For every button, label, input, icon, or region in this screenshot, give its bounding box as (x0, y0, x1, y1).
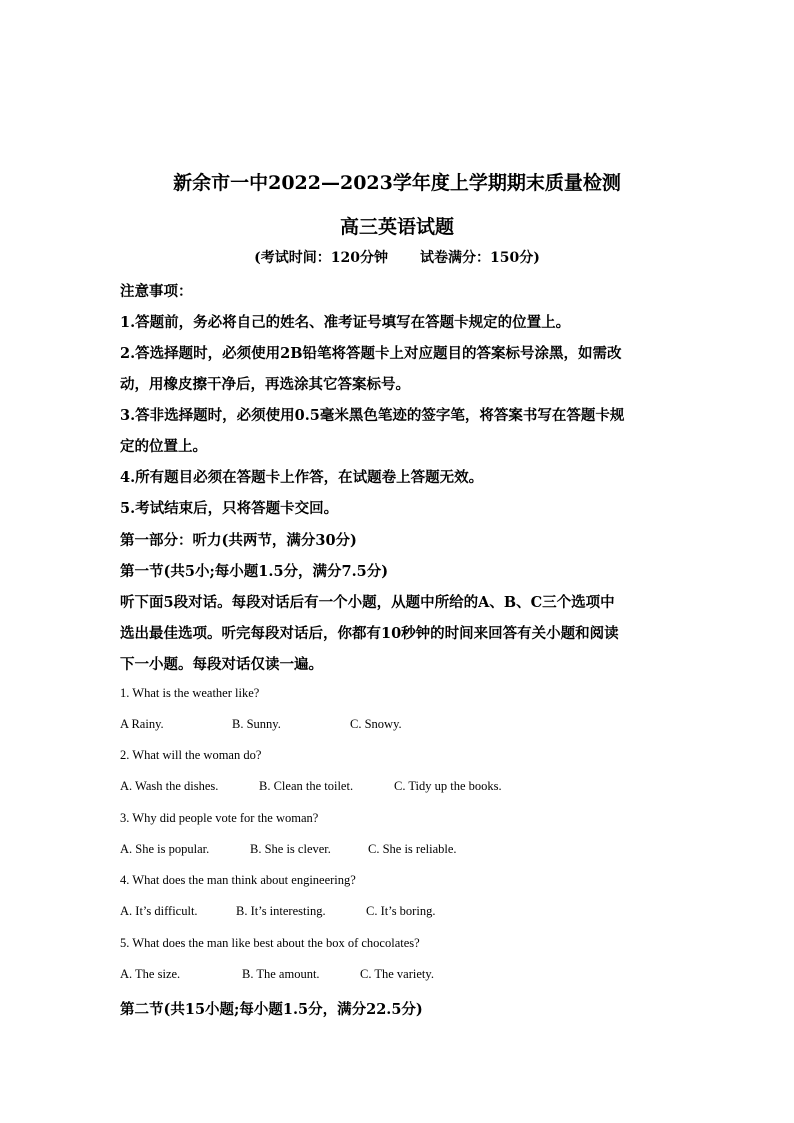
question-4-options (120, 904, 680, 919)
option-c: C. The variety. (360, 967, 434, 981)
instruction-line: 听下面5段对话。每段对话后有一个小题，从题中所给的A、B、C三个选项中 (120, 594, 615, 611)
option-c: C. Tidy up the books. (394, 779, 502, 793)
option-b: B. Sunny. (232, 717, 281, 731)
exam-time: (考试时间：120分钟 (254, 250, 388, 266)
question-5-options (120, 967, 680, 982)
instruction-line: 选出最佳选项。听完每段对话后，你都有10秒钟的时间来回答有关小题和阅读 (120, 625, 619, 642)
question-4: 4. What does the man think about engineering? (120, 873, 356, 887)
option-a: A. Wash the dishes. (120, 779, 219, 793)
section1-heading: 第一节(共5小;每小题1.5分，满分7.5分) (120, 563, 389, 580)
option-b: B. The amount. (242, 967, 320, 981)
option-a: A. The size. (120, 967, 181, 981)
notice-line: 2.答选择题时，必须使用2B铅笔将答题卡上对应题目的答案标号涂黑，如需改 (120, 345, 622, 362)
option-a: A. It’s difficult. (120, 904, 198, 918)
section2-heading: 第二节(共15小题;每小题1.5分，满分22.5分) (120, 1001, 423, 1018)
notice-line: 动，用橡皮擦干净后，再选涂其它答案标号。 (120, 376, 410, 393)
exam-info (0, 247, 794, 267)
question-1: 1. What is the weather like? (120, 686, 260, 700)
exam-subtitle: 高三英语试题 (339, 216, 454, 238)
full-score: 试卷满分：150分) (420, 250, 540, 266)
option-b: B. Clean the toilet. (259, 779, 354, 793)
option-c: C. Snowy. (350, 717, 402, 731)
question-1-options (120, 717, 680, 732)
option-b: B. She is clever. (250, 842, 331, 856)
notice-heading: 注意事项： (120, 283, 193, 300)
instruction-line: 下一小题。每段对话仅读一遍。 (120, 656, 323, 673)
notice-line: 4.所有题目必须在答题卡上作答，在试题卷上答题无效。 (120, 469, 484, 486)
question-2-options (120, 779, 680, 794)
notice-line: 5.考试结束后，只将答题卡交回。 (120, 500, 339, 517)
question-3-options (120, 842, 680, 857)
option-c: C. She is reliable. (368, 842, 457, 856)
option-c: C. It’s boring. (366, 904, 436, 918)
question-5: 5. What does the man like best about the box of chocolates? (120, 936, 420, 950)
question-2: 2. What will the woman do? (120, 748, 262, 762)
exam-title: 新余市一中2022—2023学年度上学期期末质量检测 (173, 172, 621, 194)
part1-heading: 第一部分：听力(共两节，满分30分) (120, 532, 357, 549)
option-a: A Rainy. (120, 717, 164, 731)
notice-line: 定的位置上。 (120, 438, 207, 455)
notice-line: 3.答非选择题时，必须使用0.5毫米黑色笔迹的签字笔，将答案书写在答题卡规 (120, 407, 625, 424)
notice-line: 1.答题前，务必将自己的姓名、准考证号填写在答题卡规定的位置上。 (120, 314, 571, 331)
option-b: B. It’s interesting. (236, 904, 326, 918)
question-3: 3. Why did people vote for the woman? (120, 811, 319, 825)
option-a: A. She is popular. (120, 842, 210, 856)
